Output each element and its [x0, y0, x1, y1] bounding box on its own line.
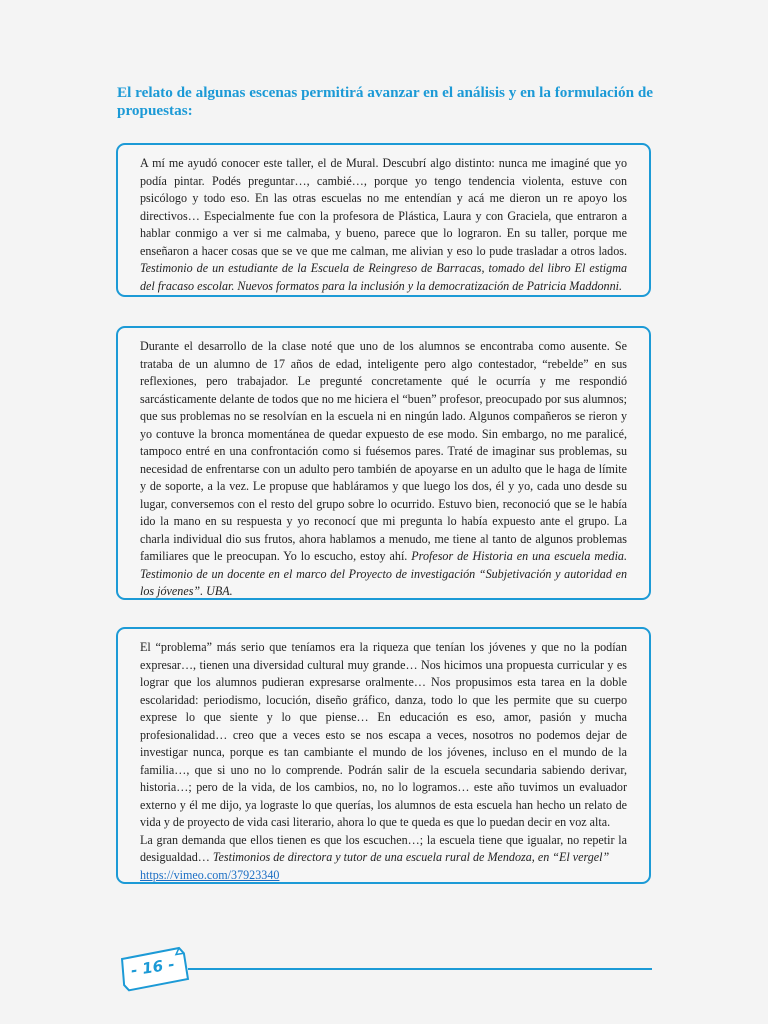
- testimony-body: Durante el desarrollo de la clase noté que uno de los alumnos se encontraba como ausente. Se trataba de un alumno de 17 años de edad, inteligente pero algo contestador, “rebelde” en sus reflexiones, pero trabajador. Le pregunté concretamente qué le ocurría y me respondió sarcásticamente delante de todos que no me hiciera el “buen” profesor, preocupado por sus alumnos; que sus problemas no se resolvían en la escuela ni en ningún lado. Algunos compañeros se rieron y yo contuve la bronca momentánea de quedar expuesto de ese modo. Sin embargo, no me paralicé, tampoco entré en una confrontación como si fuésemos pares. Traté de imaginar sus problemas, su necesidad de enfrentarse con un adulto pero también de apoyarse en un adulto que le haga de límite y de soporte, a la vez. Le propuse que habláramos y que luego los dos, él y yo, cada uno desde su lugar, conversemos con el resto del grupo sobre lo ocurrido. Estuvo bien, reconoció que se le había ido la mano en su respuesta y yo reconocí que mi pregunta lo había expuesto ante el grupo. La charla individual dio sus frutos, ahora hablamos a menudo, me tiene al tanto de algunos problemas familiares que le preocupan. Yo lo escucho, estoy ahí.: [140, 339, 627, 563]
- testimony-box-student: [116, 143, 651, 297]
- page-number-tab: [117, 945, 192, 993]
- testimony-text: [140, 338, 627, 601]
- testimony-source: Testimonios de directora y tutor de una escuela rural de Mendoza, en “El vergel”: [212, 850, 610, 864]
- testimony-source: Testimonio de un estudiante de la Escuela de Reingreso de Barracas, tomado del libro El estigma del fracaso escolar. Nuevos formatos para la inclusión y la democratización de Patricia Maddonni.: [140, 261, 627, 293]
- testimony-body: El “problema” más serio que teníamos era la riqueza que tenían los jóvenes y que no la podían expresar…, tienen una diversidad cultural muy grande… Nos hicimos una propuesta curricular y es lograr que los alumnos pudieran expresarse oralmente… Nos propusimos esta tarea en la doble escolaridad: periodismo, locución, diseño gráfico, danza, todo lo que les permite que su cuerpo exprese lo que siente y lo que piense… En educación es eso, amor, pasión y mucha profesionalidad… creo que a veces esto se nos escapa a veces, nosotros no podemos dejar de investigar nunca, porque es tan cambiante el mundo de los jóvenes, incluso en el mundo de la familia…, que si uno no lo comprende. Podrán salir de la escuela secundaria sabiendo derivar, historia…; pero de la vida, de los cambios, no, no lo logramos… este año tuvimos un evaluador externo y él me dijo, ya lograste lo que querías, los alumnos de esta escuela han hecho un relato de vida y de proyecto de vida casi literario, ahora lo que te queda es que lo puedan decir en voz alta.: [140, 640, 627, 829]
- testimony-box-director: [116, 627, 651, 884]
- vimeo-link[interactable]: https://vimeo.com/37923340: [140, 867, 280, 882]
- testimony-box-teacher: [116, 326, 651, 600]
- section-heading: El relato de algunas escenas permitirá avanzar en el análisis y en la formulación de propuestas:: [117, 84, 654, 119]
- footer-rule: [188, 968, 652, 970]
- testimony-body-2: La gran demanda que ellos tienen es que los escuchen…; la escuela tiene que igualar, no repetir la desigualdad…: [140, 832, 627, 864]
- page-number: - 16 -: [129, 955, 176, 980]
- testimony-body: A mí me ayudó conocer este taller, el de Mural. Descubrí algo distinto: nunca me imaginé que yo podía pintar. Podés preguntar…, cambié…, porque yo tengo tendencia violenta, estuve con psicólogo y todo eso. En las otras escuelas no me entendían y acá me dieron un re apoyo los directivos… Especialmente fue con la profesora de Plástica, Laura y con Graciela, que entraron a hablar conmigo a ver si me calmaba, y bueno, parece que lo lograron. En su taller, porque me enseñaron a hacer cosas que se ve que me calman, me alivian y eso lo pude trasladar a otros lados.: [140, 156, 627, 258]
- testimony-text: [140, 155, 627, 295]
- testimony-text: [140, 639, 627, 832]
- testimony-source: Profesor de Historia en una escuela media. Testimonio de un docente en el marco del Proyecto de investigación “Subjetivación y autoridad en los jóvenes”. UBA.: [140, 549, 627, 598]
- testimony-text-continued: [140, 832, 627, 885]
